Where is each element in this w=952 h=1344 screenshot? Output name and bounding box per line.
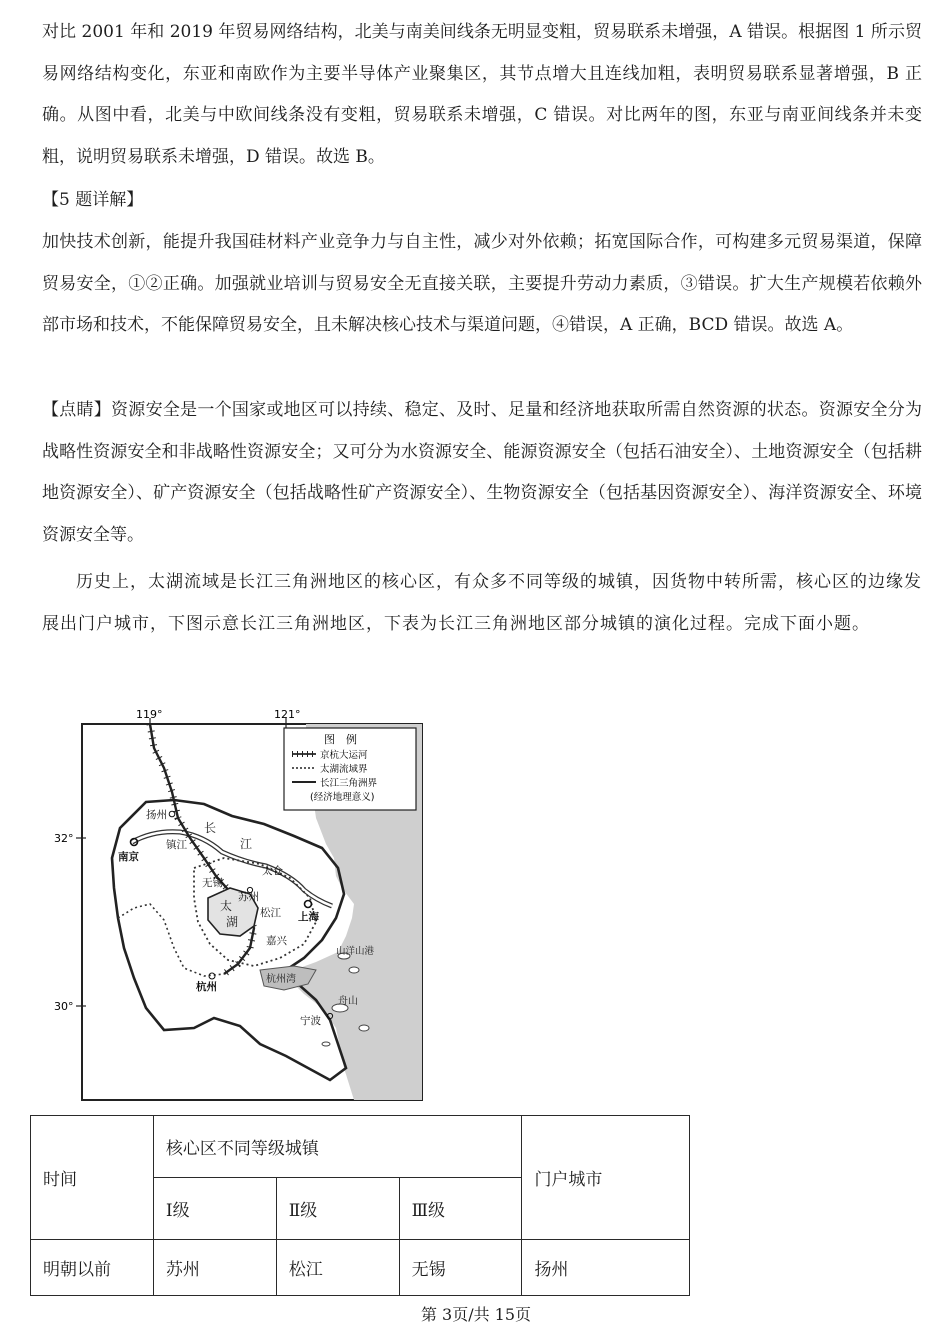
q5-heading: 【5 题详解】	[42, 190, 144, 210]
lat-label-32: 32°	[54, 832, 74, 845]
question-stem: 历史上，太湖流域是长江三角洲地区的核心区，有众多不同等级的城镇，因货物中转所需，核心区的边缘发展出门户城市，下图示意长江三角洲地区，下表为长江三角洲地区部分城镇的演化过程。完成下面小题。	[42, 572, 922, 634]
lon-label-119: 119°	[136, 708, 163, 721]
label-jiang: 江	[240, 837, 253, 851]
key-point-tag: 【点睛】	[42, 400, 112, 420]
legend-delta-boundary: 长江三角洲界	[320, 778, 378, 789]
key-point-text: 资源安全是一个国家或地区可以持续、稳定、及时、足量和经济地获取所需自然资源的状态。资源安全分为战略性资源安全和非战略性资源安全；又可分为水资源安全、能源资源安全（包括石油安全）、土地资源安全（包括耕地资源安全）、矿产资源安全（包括战略性矿产资源安全）、生物资源安全（包括基因资源安全）、海洋资源安全、环境资源安全等。	[42, 400, 923, 545]
table-row	[31, 1240, 690, 1296]
header-core-towns: 核心区不同等级城镇	[153, 1116, 522, 1178]
answer-explanation-q4: 对比 2001 年和 2019 年贸易网络结构，北美与南美间线条无明显变粗，贸易联系未增强，A 错误。根据图 1 所示贸易网络结构变化，东亚和南欧作为主要半导体产业聚集区，其节点增大且连线加粗，表明贸易联系显著增强，B 正确。从图中看，北美与中欧间线条没有变粗，贸易联系未增强，C 错误。对比两年的图，东亚与南亚间线条并未变粗，说明贸易联系未增强，D 错误。故选 B。	[42, 22, 922, 167]
city-nanjing: 南京	[118, 851, 139, 863]
city-ningbo: 宁波	[300, 1015, 321, 1027]
lat-label-30: 30°	[54, 1000, 74, 1013]
legend-delta-boundary-note: (经济地理意义)	[310, 792, 375, 803]
city-hangzhou: 杭州	[196, 981, 217, 993]
city-songjiang: 松江	[260, 907, 281, 919]
label-zhoushan: 舟山	[338, 996, 358, 1007]
page-footer: 第 3页/共 15页	[420, 1305, 532, 1324]
legend-taihu-basin: 太湖流域界	[320, 764, 368, 775]
label-chang: 长	[204, 821, 217, 835]
header-level-1: Ⅰ级	[153, 1178, 276, 1240]
yangtze-delta-map	[54, 708, 434, 1104]
key-point-paragraph	[42, 390, 922, 556]
legend-grand-canal: 京杭大运河	[320, 750, 368, 761]
city-jiaxing: 嘉兴	[266, 935, 287, 947]
label-hangzhou-bay: 杭州湾	[266, 974, 296, 985]
header-level-2: Ⅱ级	[276, 1178, 399, 1240]
label-hu: 湖	[226, 915, 239, 929]
city-zhenjiang: 镇江	[166, 839, 187, 851]
map-legend	[284, 728, 416, 810]
cell-level-1: 苏州	[153, 1240, 276, 1296]
city-shanghai: 上海	[298, 911, 319, 923]
town-evolution-table	[30, 1115, 690, 1296]
label-tai: 太	[220, 899, 233, 913]
label-yangshan-port: 山洋山港	[336, 946, 375, 957]
city-yangzhou: 扬州	[146, 809, 167, 821]
city-wuxi: 无锡	[202, 877, 223, 889]
cell-gateway: 扬州	[522, 1240, 690, 1296]
city-suzhou: 苏州	[238, 891, 259, 903]
cell-level-2: 松江	[276, 1240, 399, 1296]
cell-time: 明朝以前	[31, 1240, 154, 1296]
cell-level-3: 无锡	[399, 1240, 522, 1296]
header-level-3: Ⅲ级	[399, 1178, 522, 1240]
city-taicang: 太仓	[262, 865, 283, 877]
header-gateway-city: 门户城市	[522, 1116, 690, 1240]
answer-explanation-q5: 加快技术创新，能提升我国硅材料产业竞争力与自主性，减少对外依赖；拓宽国际合作，可构建多元贸易渠道，保障贸易安全，①②正确。加强就业培训与贸易安全无直接关联，主要提升劳动力素质，③错误。扩大生产规模若依赖外部市场和技术，不能保障贸易安全，且未解决核心技术与渠道问题，④错误，A 正确，BCD 错误。故选 A。	[42, 232, 922, 335]
header-time: 时间	[31, 1116, 154, 1240]
legend-title: 图 例	[324, 733, 357, 746]
lon-label-121: 121°	[274, 708, 301, 721]
